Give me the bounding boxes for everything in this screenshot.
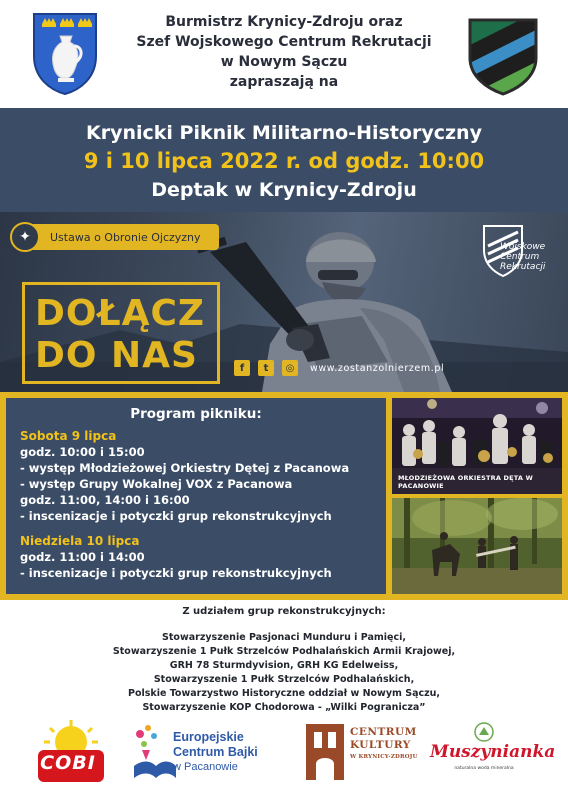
reenactment-photo bbox=[392, 498, 562, 594]
program-line: godz. 10:00 i 15:00 bbox=[20, 445, 145, 459]
website-link[interactable]: www.zostanzolnierzem.pl bbox=[310, 362, 445, 374]
instagram-icon[interactable]: ◎ bbox=[282, 360, 298, 376]
join-line: DOŁĄCZ bbox=[35, 293, 205, 334]
header bbox=[0, 0, 568, 108]
header-line: Szef Wojskowego Centrum Rekrutacji bbox=[136, 34, 432, 50]
wcr-line: Wojskowe bbox=[500, 242, 546, 252]
group-line: Stowarzyszenie 1 Pułk Strzelców Podhalańskich, bbox=[153, 674, 415, 685]
defence-act-badge bbox=[14, 224, 219, 250]
event-date: 9 i 10 lipca 2022 r. od godz. 10:00 bbox=[83, 149, 485, 173]
culture-centre-wordmark bbox=[350, 726, 418, 762]
muszynianka-emblem-icon bbox=[474, 722, 494, 742]
program-line: - inscenizacje i potyczki grup rekonstrukcyjnych bbox=[20, 566, 332, 580]
group-line: GRH 78 Sturmdyvision, GRH KG Edelweiss, bbox=[169, 660, 399, 671]
recruitment-banner bbox=[0, 212, 568, 392]
orchestra-photo bbox=[392, 398, 562, 494]
event-place: Deptak w Krynicy-Zdroju bbox=[151, 179, 417, 201]
program-section bbox=[0, 392, 568, 600]
program-line: - występ Młodzieżowej Orkiestry Dętej z Pacanowa bbox=[20, 461, 350, 475]
social-links bbox=[234, 360, 444, 376]
photo-caption: MŁODZIEŻOWA ORKIESTRA DĘTA W PACANOWIE bbox=[398, 474, 533, 490]
event-title: Krynicki Piknik Militarno-Historyczny bbox=[86, 122, 482, 144]
group-line: Stowarzyszenie KOP Chodorowa - „Wilki Pogranicza” bbox=[142, 702, 426, 713]
wcr-logo-text bbox=[500, 242, 545, 272]
defence-act-label: Ustawa o Obronie Ojczyzny bbox=[50, 230, 201, 244]
header-line: w Nowym Sączu bbox=[220, 54, 348, 70]
wcr-line: Rekrutacji bbox=[500, 262, 546, 272]
krynica-coat-of-arms-icon bbox=[30, 10, 100, 96]
ecb-line: Centrum Bajki bbox=[173, 745, 258, 759]
muszynianka-wordmark: Muszynianka bbox=[430, 742, 556, 762]
groups-heading: Z udziałem grup rekonstrukcyjnych: bbox=[182, 606, 386, 617]
wcr-line: Centrum bbox=[500, 252, 540, 262]
cobi-wordmark: COBI bbox=[40, 752, 96, 774]
day-label: Niedziela 10 lipca bbox=[20, 534, 140, 548]
header-line: zapraszają na bbox=[229, 74, 339, 90]
header-line: Burmistrz Krynicy-Zdroju oraz bbox=[165, 14, 403, 30]
recruitment-center-shield-icon bbox=[462, 14, 544, 96]
ck-line: W KRYNICY-ZDROJU bbox=[350, 754, 418, 760]
ck-line: KULTURY bbox=[350, 739, 411, 751]
group-line: Stowarzyszenie 1 Pułk Strzelców Podhalańskich Armii Krajowej, bbox=[112, 646, 456, 657]
muszynianka-tagline: naturalna woda mineralna bbox=[454, 766, 514, 771]
program-line: - występ Grupy Wokalnej VOX z Pacanowa bbox=[20, 477, 293, 491]
program-line: godz. 11:00 i 14:00 bbox=[20, 550, 145, 564]
ecb-line: Europejskie bbox=[173, 730, 244, 744]
ecb-line: w Pacanowie bbox=[173, 761, 238, 773]
ck-line: CENTRUM bbox=[350, 726, 417, 738]
ecb-wordmark bbox=[173, 730, 258, 775]
program-line: godz. 11:00, 14:00 i 16:00 bbox=[20, 493, 190, 507]
program-title: Program pikniku: bbox=[130, 406, 262, 422]
group-line: Polskie Towarzystwo Historyczne oddział w Nowym Sączu, bbox=[127, 688, 441, 699]
join-us-box bbox=[22, 282, 220, 384]
program-panel bbox=[6, 398, 386, 594]
join-line: DO NAS bbox=[35, 335, 198, 376]
header-invitation bbox=[110, 12, 458, 92]
sponsor-logos bbox=[0, 716, 568, 796]
eagle-emblem-icon: ✦ bbox=[10, 222, 40, 252]
day-label: Sobota 9 lipca bbox=[20, 429, 117, 443]
group-line: Stowarzyszenie Pasjonaci Munduru i Pamięci, bbox=[162, 632, 406, 643]
program-line: - inscenizacje i potyczki grup rekonstrukcyjnych bbox=[20, 509, 332, 523]
event-title-band bbox=[0, 108, 568, 212]
twitter-icon[interactable]: t bbox=[258, 360, 274, 376]
reenactment-groups bbox=[0, 606, 568, 715]
reenactment-photo-art bbox=[392, 498, 562, 594]
facebook-icon[interactable]: f bbox=[234, 360, 250, 376]
